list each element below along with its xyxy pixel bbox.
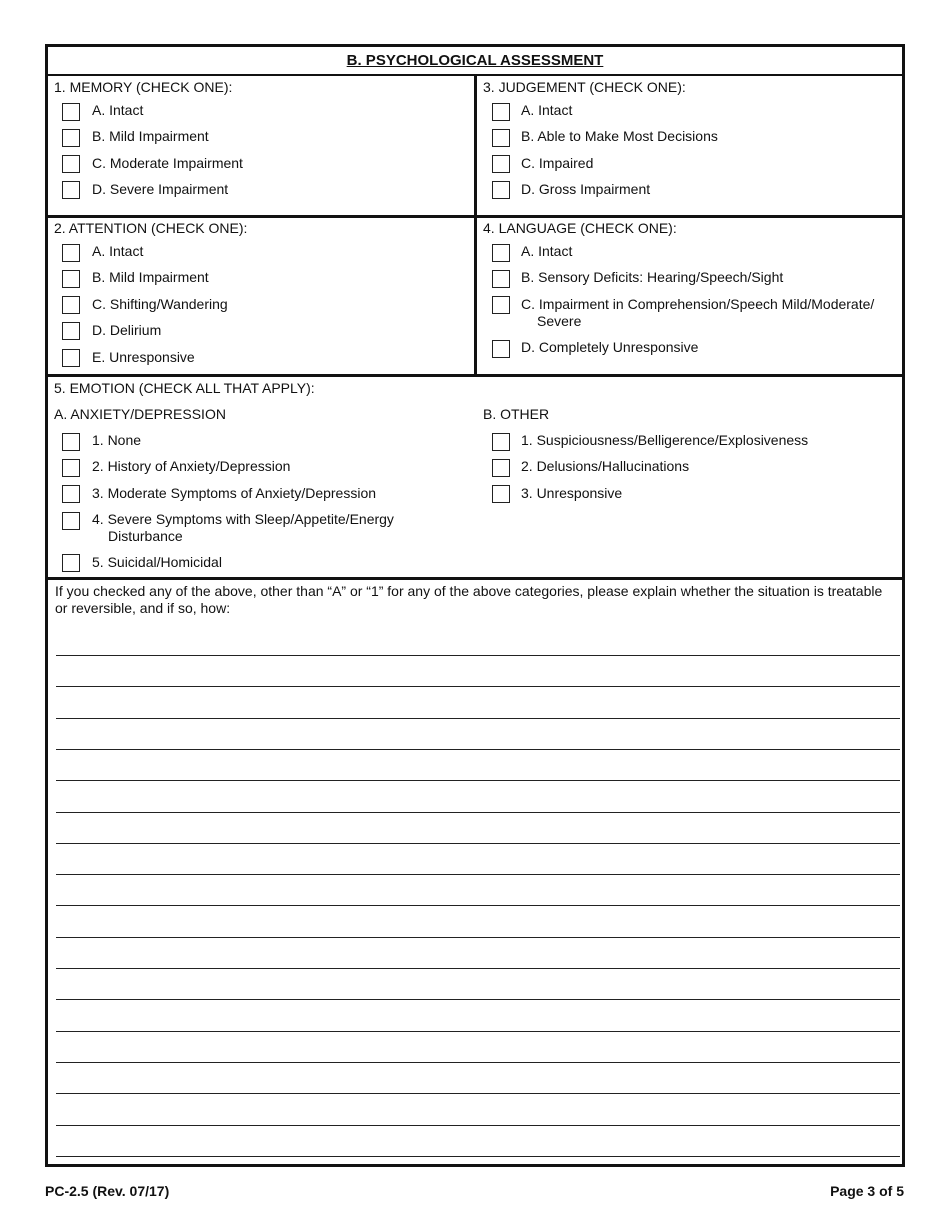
writing-line[interactable] bbox=[56, 749, 900, 750]
memory-mild-checkbox[interactable] bbox=[62, 129, 80, 147]
section-divider bbox=[48, 374, 902, 377]
anxiety-option-label: 3. Moderate Symptoms of Anxiety/Depression bbox=[92, 485, 377, 501]
other-option-label: 3. Unresponsive bbox=[521, 485, 623, 501]
attention-option-label: D. Delirium bbox=[92, 322, 162, 338]
memory-option-label: B. Mild Impairment bbox=[92, 128, 209, 144]
writing-line[interactable] bbox=[56, 1031, 900, 1032]
memory-severe-checkbox[interactable] bbox=[62, 181, 80, 199]
memory-heading: 1. MEMORY (CHECK ONE): bbox=[54, 79, 233, 95]
attention-heading: 2. ATTENTION (CHECK ONE): bbox=[54, 220, 248, 236]
anxiety-depression-heading: A. ANXIETY/DEPRESSION bbox=[54, 406, 226, 422]
language-intact-checkbox[interactable] bbox=[492, 244, 510, 262]
writing-line[interactable] bbox=[56, 780, 900, 781]
form-id: PC-2.5 (Rev. 07/17) bbox=[45, 1183, 170, 1199]
language-unresponsive-checkbox[interactable] bbox=[492, 340, 510, 358]
writing-line[interactable] bbox=[56, 686, 900, 687]
judgement-option-label: D. Gross Impairment bbox=[521, 181, 651, 197]
emotion-moderate-symptoms-checkbox[interactable] bbox=[62, 485, 80, 503]
judgement-impaired-checkbox[interactable] bbox=[492, 155, 510, 173]
form-title: B. PSYCHOLOGICAL ASSESSMENT bbox=[48, 47, 902, 76]
memory-moderate-checkbox[interactable] bbox=[62, 155, 80, 173]
writing-line[interactable] bbox=[56, 999, 900, 1000]
anxiety-option-label: 4. Severe Symptoms with Sleep/Appetite/Energy bbox=[92, 511, 394, 527]
judgement-option-label: C. Impaired bbox=[521, 155, 594, 171]
judgement-option-label: A. Intact bbox=[521, 102, 573, 118]
anxiety-option-label: 5. Suicidal/Homicidal bbox=[92, 554, 222, 570]
writing-line[interactable] bbox=[56, 968, 900, 969]
anxiety-option-label: 2. History of Anxiety/Depression bbox=[92, 458, 291, 474]
attention-delirium-checkbox[interactable] bbox=[62, 322, 80, 340]
judgement-most-decisions-checkbox[interactable] bbox=[492, 129, 510, 147]
writing-line[interactable] bbox=[56, 1156, 900, 1157]
page-number: Page 3 of 5 bbox=[830, 1183, 904, 1199]
emotion-suspiciousness-checkbox[interactable] bbox=[492, 433, 510, 451]
language-option-label: A. Intact bbox=[521, 243, 573, 259]
other-option-label: 1. Suspiciousness/Belligerence/Explosiveness bbox=[521, 432, 809, 448]
attention-option-label: C. Shifting/Wandering bbox=[92, 296, 228, 312]
writing-line[interactable] bbox=[56, 1093, 900, 1094]
judgement-intact-checkbox[interactable] bbox=[492, 103, 510, 121]
memory-option-label: C. Moderate Impairment bbox=[92, 155, 243, 171]
writing-line[interactable] bbox=[56, 905, 900, 906]
writing-line[interactable] bbox=[56, 655, 900, 656]
attention-mild-checkbox[interactable] bbox=[62, 270, 80, 288]
writing-line[interactable] bbox=[56, 1125, 900, 1126]
language-option-label: C. Impairment in Comprehension/Speech Mild/Moderate/ bbox=[521, 296, 875, 312]
writing-line[interactable] bbox=[56, 937, 900, 938]
memory-intact-checkbox[interactable] bbox=[62, 103, 80, 121]
judgement-option-label: B. Able to Make Most Decisions bbox=[521, 128, 718, 144]
emotion-delusions-checkbox[interactable] bbox=[492, 459, 510, 477]
language-option-label: B. Sensory Deficits: Hearing/Speech/Sight bbox=[521, 269, 784, 285]
column-divider bbox=[474, 218, 477, 374]
writing-line[interactable] bbox=[56, 718, 900, 719]
column-divider bbox=[474, 75, 477, 215]
emotion-history-checkbox[interactable] bbox=[62, 459, 80, 477]
writing-line[interactable] bbox=[56, 874, 900, 875]
attention-intact-checkbox[interactable] bbox=[62, 244, 80, 262]
emotion-unresponsive-checkbox[interactable] bbox=[492, 485, 510, 503]
writing-line[interactable] bbox=[56, 1062, 900, 1063]
memory-option-label: D. Severe Impairment bbox=[92, 181, 229, 197]
other-option-label: 2. Delusions/Hallucinations bbox=[521, 458, 690, 474]
attention-unresponsive-checkbox[interactable] bbox=[62, 349, 80, 367]
judgement-gross-checkbox[interactable] bbox=[492, 181, 510, 199]
attention-option-label: B. Mild Impairment bbox=[92, 269, 209, 285]
writing-line[interactable] bbox=[56, 812, 900, 813]
section-divider bbox=[48, 577, 902, 580]
attention-shifting-checkbox[interactable] bbox=[62, 296, 80, 314]
anxiety-option-label: 1. None bbox=[92, 432, 142, 448]
emotion-heading: 5. EMOTION (CHECK ALL THAT APPLY): bbox=[54, 380, 315, 396]
anxiety-option-label-continued: Disturbance bbox=[108, 528, 183, 544]
emotion-none-checkbox[interactable] bbox=[62, 433, 80, 451]
language-comprehension-checkbox[interactable] bbox=[492, 296, 510, 314]
attention-option-label: E. Unresponsive bbox=[92, 349, 195, 365]
psychological-assessment-form bbox=[45, 44, 905, 1167]
memory-option-label: A. Intact bbox=[92, 102, 144, 118]
language-sensory-deficits-checkbox[interactable] bbox=[492, 270, 510, 288]
language-option-label-continued: Severe bbox=[537, 313, 582, 329]
emotion-suicidal-homicidal-checkbox[interactable] bbox=[62, 554, 80, 572]
writing-line[interactable] bbox=[56, 843, 900, 844]
emotion-severe-symptoms-checkbox[interactable] bbox=[62, 512, 80, 530]
attention-option-label: A. Intact bbox=[92, 243, 144, 259]
language-heading: 4. LANGUAGE (CHECK ONE): bbox=[483, 220, 677, 236]
other-heading: B. OTHER bbox=[483, 406, 550, 422]
judgement-heading: 3. JUDGEMENT (CHECK ONE): bbox=[483, 79, 686, 95]
explanation-prompt: If you checked any of the above, other than “A” or “1” for any of the above categories, please explain whether the situation is treatable or reversible, and if so, how: bbox=[55, 583, 883, 616]
language-option-label: D. Completely Unresponsive bbox=[521, 339, 699, 355]
